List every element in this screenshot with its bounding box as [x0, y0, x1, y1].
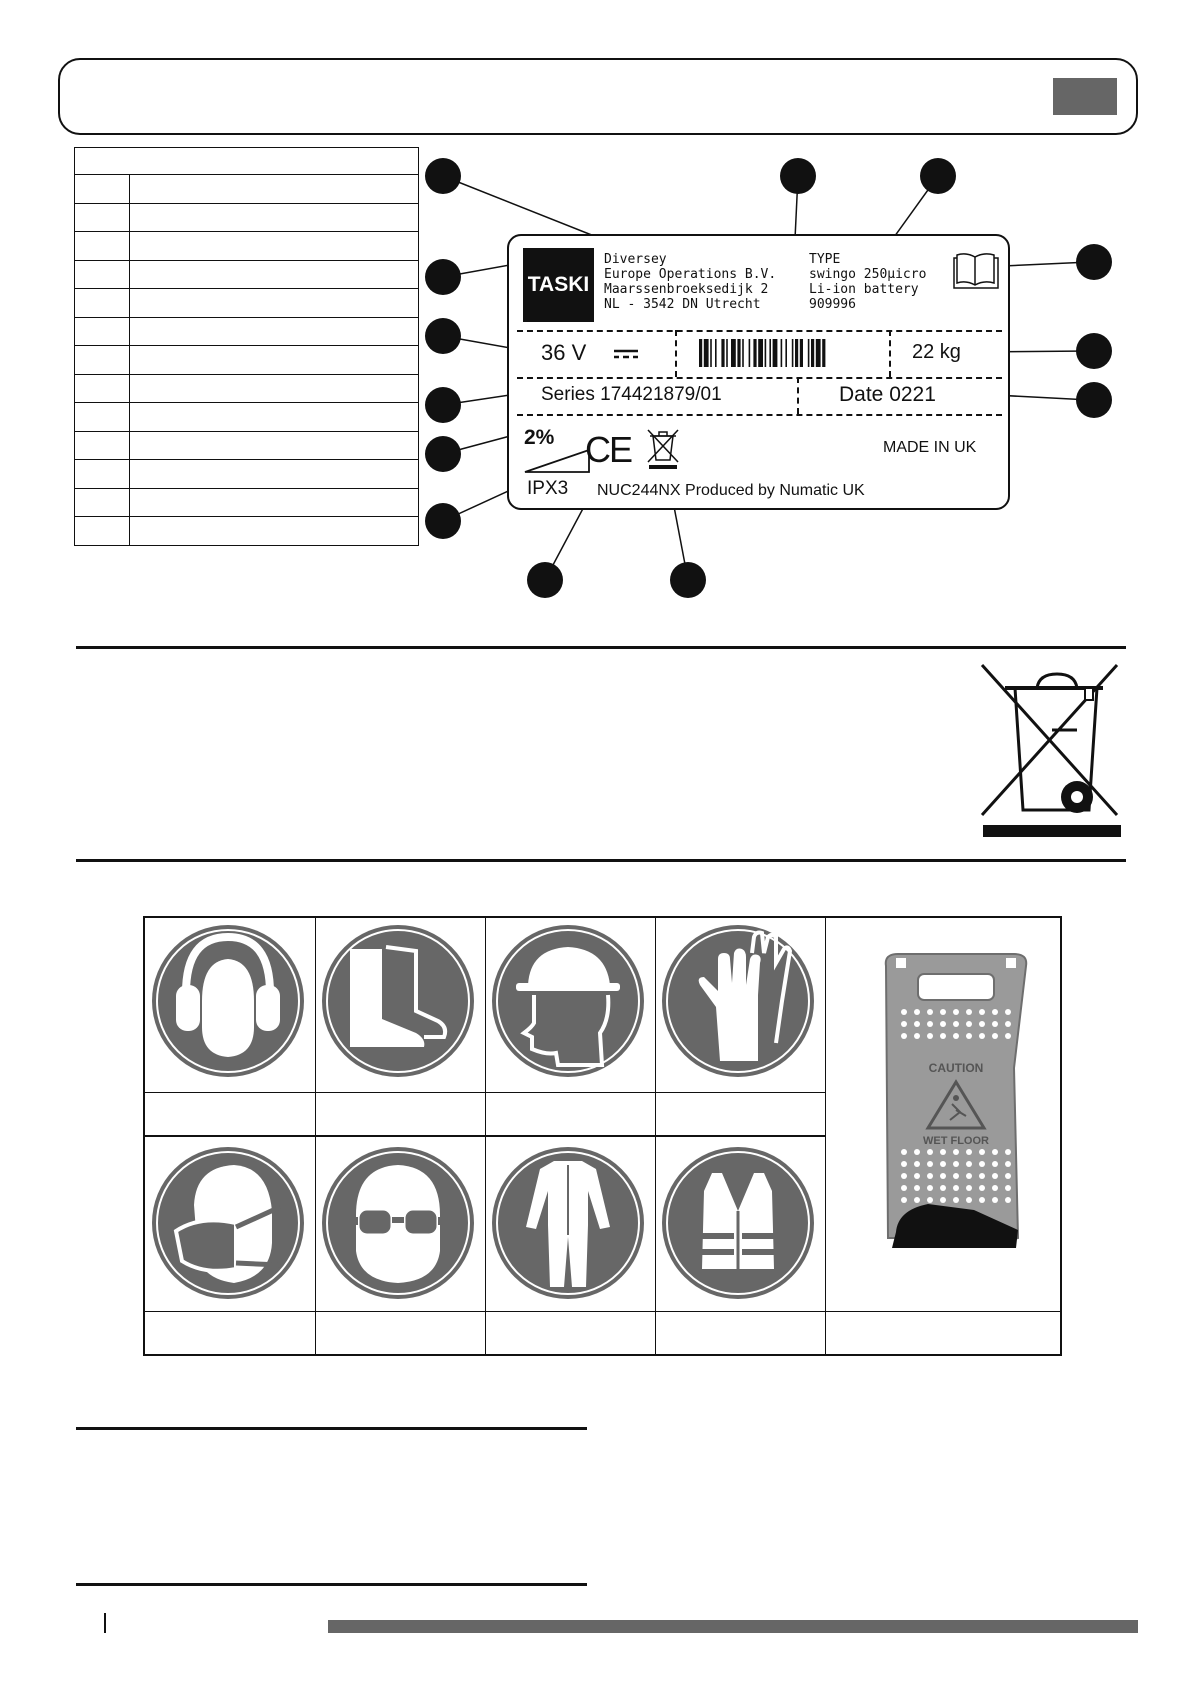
divider: [889, 330, 891, 377]
barcode-bar: [792, 339, 794, 367]
ear-protection-icon: [150, 923, 306, 1079]
sign-dot: [940, 1161, 946, 1167]
made-in-text: MADE IN UK: [883, 439, 977, 456]
barcode-bar: [731, 339, 736, 367]
sign-dot: [992, 1021, 998, 1027]
sign-dot: [901, 1161, 907, 1167]
callout-bullet: [780, 158, 816, 194]
sign-dot: [979, 1197, 985, 1203]
sign-dot: [901, 1173, 907, 1179]
barcode-bar: [753, 339, 756, 367]
dc-symbol-icon: [613, 349, 639, 361]
sign-dot: [927, 1197, 933, 1203]
callout-bullet: [1076, 333, 1112, 369]
sign-dot: [940, 1033, 946, 1039]
sign-dot: [979, 1021, 985, 1027]
callout-bullet: [670, 562, 706, 598]
sign-dot: [1005, 1173, 1011, 1179]
sign-dot: [940, 1197, 946, 1203]
sign-dot: [953, 1033, 959, 1039]
ip-rating: IPX3: [527, 478, 569, 499]
sign-dot: [927, 1173, 933, 1179]
manual-book-icon: [953, 252, 999, 290]
barcode-bar: [769, 339, 771, 367]
wet-floor-sign-icon: [868, 948, 1044, 1258]
sign-top-text: CAUTION: [928, 1061, 984, 1075]
sign-dot: [1005, 1009, 1011, 1015]
barcode-bar: [816, 339, 821, 367]
barcode-bar: [737, 339, 740, 367]
sign-dot: [1005, 1021, 1011, 1027]
protective-gloves-icon: [660, 923, 816, 1079]
manufacturer-address: Diversey Europe Operations B.V. Maarssenbroeksedijk 2 NL - 3542 DN Utrecht: [604, 252, 777, 312]
section-rule: [76, 646, 1126, 649]
sign-dot: [940, 1173, 946, 1179]
sign-dot: [979, 1149, 985, 1155]
sign-dot: [927, 1009, 933, 1015]
sign-dot: [966, 1173, 972, 1179]
voltage-value: 36 V: [541, 340, 587, 365]
callout-bullet: [425, 436, 461, 472]
hard-hat-icon: [490, 923, 646, 1079]
sign-dot: [966, 1033, 972, 1039]
sign-dot: [914, 1021, 920, 1027]
barcode-bar: [765, 339, 767, 367]
section-rule: [76, 1427, 587, 1430]
sign-dot: [992, 1197, 998, 1203]
sign-dot: [901, 1033, 907, 1039]
barcode-bar: [726, 339, 728, 367]
section-rule: [76, 1583, 587, 1586]
barcode-bar: [758, 339, 763, 367]
sign-dot: [1005, 1161, 1011, 1167]
sign-dot: [927, 1149, 933, 1155]
slope-icon: [523, 448, 591, 474]
sign-dot: [979, 1173, 985, 1179]
sign-dot: [927, 1021, 933, 1027]
sign-dot: [1005, 1149, 1011, 1155]
sign-dot: [966, 1009, 972, 1015]
producer-text: NUC244NX Produced by Numatic UK: [597, 482, 865, 499]
sign-dot: [927, 1185, 933, 1191]
footer-tick: [104, 1613, 106, 1633]
sign-dot: [940, 1009, 946, 1015]
callout-bullet: [920, 158, 956, 194]
divider: [517, 377, 1002, 379]
barcode-bar: [749, 339, 751, 367]
sign-dot: [992, 1009, 998, 1015]
sign-dot: [914, 1197, 920, 1203]
sign-dot: [901, 1021, 907, 1027]
sign-dot: [992, 1149, 998, 1155]
divider: [675, 330, 677, 377]
sign-dot: [979, 1185, 985, 1191]
hi-vis-vest-icon: [660, 1145, 816, 1301]
sign-dot: [992, 1185, 998, 1191]
sign-dot: [966, 1021, 972, 1027]
sign-dot: [901, 1197, 907, 1203]
sign-dot: [966, 1197, 972, 1203]
callout-bullet: [425, 387, 461, 423]
sign-dot: [940, 1185, 946, 1191]
barcode-bar: [773, 339, 778, 367]
sign-dot: [914, 1161, 920, 1167]
barcode-bar: [781, 339, 783, 367]
sign-dot: [914, 1173, 920, 1179]
sign-dot: [1005, 1033, 1011, 1039]
sign-dot: [953, 1197, 959, 1203]
sign-dot: [992, 1033, 998, 1039]
sign-dot: [914, 1033, 920, 1039]
sign-dot: [901, 1185, 907, 1191]
divider: [797, 377, 799, 414]
callout-bullet: [425, 259, 461, 295]
sign-dot: [953, 1009, 959, 1015]
type-info: TYPE swingo 250µicro Li-ion battery 909996: [809, 252, 927, 312]
slope-value: 2%: [524, 426, 555, 449]
sign-bottom-text: WET FLOOR: [923, 1135, 989, 1147]
barcode-bar: [785, 339, 787, 367]
sign-dot: [979, 1009, 985, 1015]
sign-dot: [992, 1173, 998, 1179]
series-number: Series 174421879/01: [541, 384, 722, 405]
barcode-icon: [699, 339, 869, 367]
barcode-bar: [710, 339, 712, 367]
face-mask-icon: [150, 1145, 306, 1301]
sign-dot: [953, 1021, 959, 1027]
sign-dot: [1005, 1185, 1011, 1191]
sign-dot: [966, 1149, 972, 1155]
sign-dot: [966, 1161, 972, 1167]
sign-dot: [914, 1185, 920, 1191]
divider: [517, 330, 1002, 332]
ce-mark: CE: [585, 429, 632, 470]
sign-dot: [940, 1021, 946, 1027]
sign-dot: [1005, 1197, 1011, 1203]
sign-dot: [953, 1185, 959, 1191]
barcode-bar: [811, 339, 814, 367]
safety-goggles-icon: [320, 1145, 476, 1301]
barcode-bar: [715, 339, 717, 367]
sign-dot: [992, 1161, 998, 1167]
callout-bullet: [425, 503, 461, 539]
weight-value: 22 kg: [912, 341, 961, 363]
taski-logo: TASKI: [523, 248, 594, 322]
barcode-bar: [699, 339, 702, 367]
callout-bullet: [527, 562, 563, 598]
protective-coverall-icon: [490, 1145, 646, 1301]
manufacture-date: Date 0221: [839, 383, 936, 406]
footer-bar: [328, 1620, 1138, 1633]
callout-bullet: [1076, 382, 1112, 418]
rating-plate: [507, 234, 1010, 510]
section-rule: [76, 859, 1126, 862]
safety-boots-icon: [320, 923, 476, 1079]
sign-dot: [901, 1149, 907, 1155]
barcode-bar: [800, 339, 803, 367]
barcode-bar: [795, 339, 798, 367]
sign-dot: [901, 1009, 907, 1015]
sign-dot: [927, 1161, 933, 1167]
sign-dot: [927, 1033, 933, 1039]
sign-dot: [953, 1161, 959, 1167]
callout-bullet: [425, 318, 461, 354]
sign-dot: [953, 1173, 959, 1179]
callout-bullet: [425, 158, 461, 194]
sign-dot: [979, 1033, 985, 1039]
weee-bin-icon: [645, 426, 681, 470]
barcode-bar: [721, 339, 724, 367]
sign-dot: [953, 1149, 959, 1155]
barcode-bar: [742, 339, 744, 367]
sign-dot: [979, 1161, 985, 1167]
sign-dot: [966, 1185, 972, 1191]
sign-dot: [914, 1009, 920, 1015]
barcode-bar: [808, 339, 810, 367]
callout-bullet: [1076, 244, 1112, 280]
divider: [517, 414, 1002, 416]
sign-dot: [940, 1149, 946, 1155]
sign-dot: [914, 1149, 920, 1155]
weee-disposal-icon: [977, 660, 1122, 840]
barcode-bar: [704, 339, 709, 367]
barcode-bar: [822, 339, 825, 367]
